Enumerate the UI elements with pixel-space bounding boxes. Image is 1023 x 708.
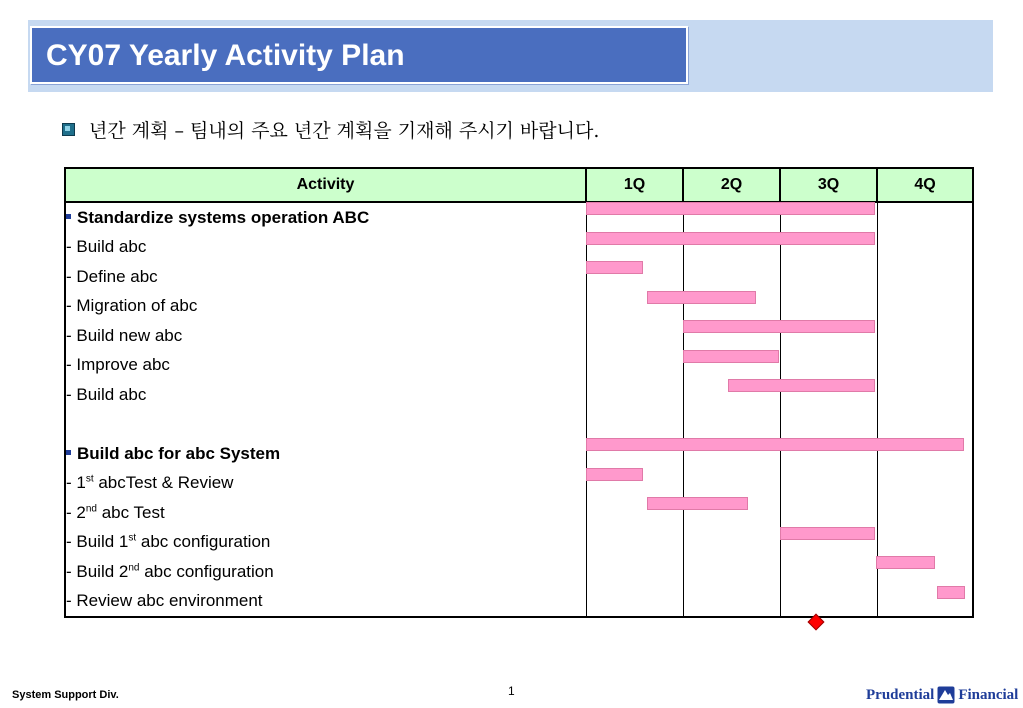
activity-cell	[65, 469, 586, 499]
quarter-cell	[683, 498, 780, 528]
subtitle-text: 년간 계획 – 팀내의 주요 년간 계획을 기재해 주시기 바랍니다.	[89, 119, 600, 142]
activity-label-suffix: abcTest & Review	[93, 473, 234, 493]
quarter-cell	[683, 380, 780, 410]
quarter-cell	[586, 469, 683, 499]
table-row	[65, 351, 973, 381]
quarter-cell	[877, 498, 973, 528]
footer-division: System Support Div.	[12, 689, 119, 701]
quarter-cell	[683, 233, 780, 263]
quarter-cell	[683, 439, 780, 469]
quarter-cell	[877, 380, 973, 410]
table-row	[65, 321, 973, 351]
quarter-cell	[780, 380, 877, 410]
table-row	[65, 380, 973, 410]
activity-label: Build abc for abc System	[77, 443, 281, 463]
activity-cell	[65, 380, 586, 410]
quarter-cell	[683, 469, 780, 499]
quarter-cell	[877, 410, 973, 440]
activity-cell	[65, 498, 586, 528]
quarter-cell	[877, 351, 973, 381]
quarter-cell	[780, 410, 877, 440]
quarter-cell	[877, 321, 973, 351]
activity-label-sup: nd	[85, 503, 97, 515]
activity-label: - Build abc	[66, 237, 147, 257]
quarter-cell	[586, 498, 683, 528]
activity-cell	[65, 262, 586, 292]
activity-label-prefix: - 1	[66, 473, 86, 493]
table-row	[65, 233, 973, 263]
quarter-cell	[780, 587, 877, 618]
quarter-cell	[877, 557, 973, 587]
quarter-cell	[683, 292, 780, 322]
quarter-cell	[877, 292, 973, 322]
quarter-cell	[683, 410, 780, 440]
quarter-cell	[586, 528, 683, 558]
quarter-cell	[780, 202, 877, 233]
rock-logo-icon	[937, 686, 955, 704]
quarter-cell	[683, 351, 780, 381]
quarter-cell	[780, 351, 877, 381]
activity-cell	[65, 233, 586, 263]
activity-cell	[65, 292, 586, 322]
activity-label-prefix: - Build 1	[66, 532, 129, 552]
activity-label-suffix: abc configuration	[139, 561, 274, 581]
table-row	[65, 202, 973, 233]
table-row	[65, 262, 973, 292]
quarter-cell	[780, 528, 877, 558]
quarter-cell	[586, 410, 683, 440]
table-row	[65, 292, 973, 322]
logo-text-right: Financial	[958, 686, 1019, 703]
table-row	[65, 587, 973, 618]
square-bullet-icon	[66, 450, 71, 455]
activity-label: - Review abc environment	[66, 591, 263, 611]
quarter-cell	[586, 587, 683, 618]
quarter-cell	[877, 528, 973, 558]
quarter-cell	[780, 557, 877, 587]
activity-label: - Build abc	[66, 384, 147, 404]
quarter-cell	[586, 557, 683, 587]
activity-cell	[65, 557, 586, 587]
logo-text-left: Prudential	[866, 686, 935, 703]
quarter-cell	[780, 321, 877, 351]
table-row	[65, 439, 973, 469]
column-header-1q: 1Q	[586, 168, 683, 202]
activity-label: Standardize systems operation ABC	[77, 207, 370, 227]
activity-label: - Improve abc	[66, 355, 170, 375]
activity-cell	[65, 587, 586, 618]
column-header-activity: Activity	[65, 168, 586, 202]
activity-cell	[65, 439, 586, 469]
quarter-cell	[586, 321, 683, 351]
quarter-cell	[586, 380, 683, 410]
quarter-cell	[877, 439, 973, 469]
column-header-4q: 4Q	[877, 168, 973, 202]
title-box	[30, 26, 688, 84]
quarter-cell	[877, 233, 973, 263]
quarter-cell	[586, 351, 683, 381]
page-number: 1	[508, 684, 515, 698]
activity-cell	[65, 351, 586, 381]
table-header-row	[65, 168, 973, 202]
quarter-cell	[780, 292, 877, 322]
quarter-cell	[780, 233, 877, 263]
table-row	[65, 557, 973, 587]
quarter-cell	[586, 262, 683, 292]
table-row-spacer	[65, 410, 973, 440]
quarter-cell	[683, 321, 780, 351]
quarter-cell	[877, 469, 973, 499]
quarter-cell	[877, 262, 973, 292]
bullet-square-icon	[62, 123, 75, 136]
quarter-cell	[780, 469, 877, 499]
activity-cell	[65, 410, 586, 440]
column-header-3q: 3Q	[780, 168, 877, 202]
quarter-cell	[586, 292, 683, 322]
quarter-cell	[586, 233, 683, 263]
page-title: CY07 Yearly Activity Plan	[46, 39, 405, 72]
activity-plan-table	[64, 167, 974, 618]
activity-label-sup: nd	[128, 562, 140, 574]
quarter-cell	[586, 439, 683, 469]
quarter-cell	[780, 498, 877, 528]
activity-cell	[65, 321, 586, 351]
activity-label-sup: st	[128, 532, 137, 544]
table-row	[65, 498, 973, 528]
activity-label-suffix: abc configuration	[136, 532, 271, 552]
column-header-2q: 2Q	[683, 168, 780, 202]
square-bullet-icon	[66, 214, 71, 219]
quarter-cell	[683, 528, 780, 558]
activity-cell	[65, 528, 586, 558]
activity-cell	[65, 202, 586, 233]
table-row	[65, 469, 973, 499]
quarter-cell	[586, 202, 683, 233]
quarter-cell	[877, 202, 973, 233]
activity-label: - Migration of abc	[66, 296, 198, 316]
quarter-cell	[683, 202, 780, 233]
activity-label-prefix: - Build 2	[66, 561, 129, 581]
subtitle-line	[62, 117, 599, 141]
activity-label-sup: st	[85, 473, 94, 485]
quarter-cell	[877, 587, 973, 618]
quarter-cell	[683, 262, 780, 292]
activity-label: - Build new abc	[66, 325, 183, 345]
quarter-cell	[780, 439, 877, 469]
quarter-cell	[780, 262, 877, 292]
activity-label-suffix: abc Test	[96, 502, 165, 522]
quarter-cell	[683, 587, 780, 618]
quarter-cell	[683, 557, 780, 587]
activity-label: - Define abc	[66, 266, 158, 286]
company-logo	[866, 686, 1018, 704]
table-row	[65, 528, 973, 558]
activity-label-prefix: - 2	[66, 502, 86, 522]
